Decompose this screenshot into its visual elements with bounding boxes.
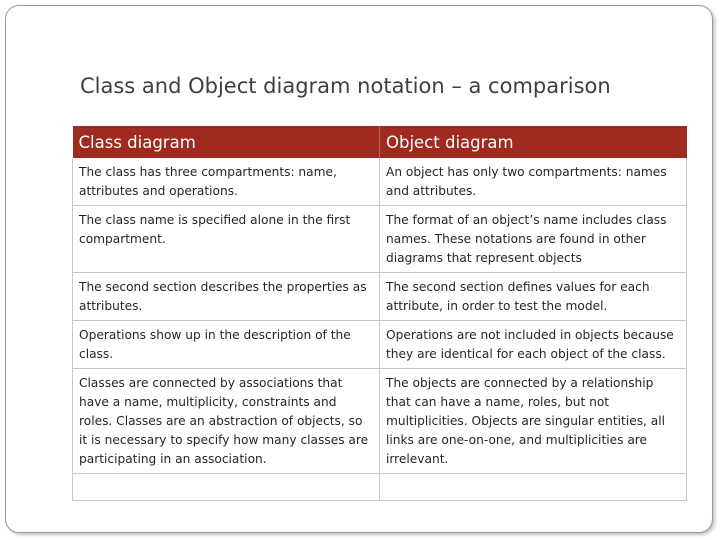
object-cell: The format of an object’s name includes class names. These notations are found in other diagrams that represent objects bbox=[380, 206, 687, 273]
table-row bbox=[73, 158, 687, 206]
object-cell: An object has only two compartments: names and attributes. bbox=[380, 158, 687, 206]
table-row-empty bbox=[73, 474, 687, 501]
class-cell bbox=[73, 474, 380, 501]
object-cell: The second section defines values for each attribute, in order to test the model. bbox=[380, 273, 687, 321]
table-row bbox=[73, 369, 687, 474]
slide-title: Class and Object diagram notation – a comparison bbox=[80, 74, 611, 98]
header-object-diagram: Object diagram bbox=[380, 126, 687, 158]
object-cell bbox=[380, 474, 687, 501]
class-cell: Operations show up in the description of the class. bbox=[73, 321, 380, 369]
table-row bbox=[73, 206, 687, 273]
header-class-diagram: Class diagram bbox=[73, 126, 380, 158]
class-cell: The second section describes the properties as attributes. bbox=[73, 273, 380, 321]
class-cell: The class name is specified alone in the first compartment. bbox=[73, 206, 380, 273]
object-cell: The objects are connected by a relationship that can have a name, roles, but not multiplicities. Objects are singular entities, all links are one-on-one, and multiplicities are irrelevant. bbox=[380, 369, 687, 474]
object-cell: Operations are not included in objects because they are identical for each object of the class. bbox=[380, 321, 687, 369]
table-row bbox=[73, 321, 687, 369]
class-cell: Classes are connected by associations that have a name, multiplicity, constraints and roles. Classes are an abstraction of objects, so it is necessary to specify how many classes are participating in an association. bbox=[73, 369, 380, 474]
table-header-row bbox=[73, 126, 687, 158]
comparison-table bbox=[72, 126, 687, 501]
class-cell: The class has three compartments: name, attributes and operations. bbox=[73, 158, 380, 206]
table-row bbox=[73, 273, 687, 321]
